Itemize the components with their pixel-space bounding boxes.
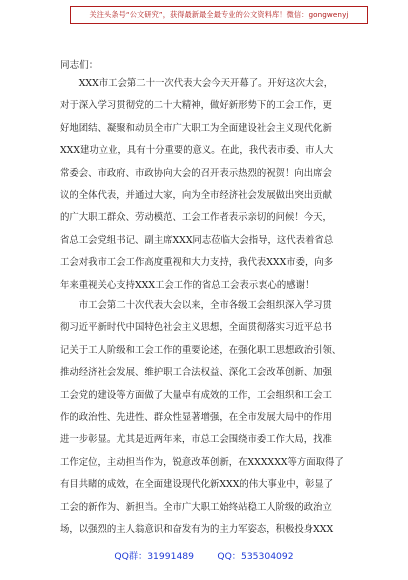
text-line: XXX市工会第二十一次代表大会今天开幕了。开好这次大会，: [60, 78, 334, 89]
text-line: 工作定位，主动担当作为，锐意改革创新，在XXXXXX等方面取得了: [60, 456, 344, 468]
paragraph-2: [60, 299, 356, 545]
promo-banner-text: 关注头条号“公文研究”，获得最新最全最专业的公文资料库！微信：gongwenyj: [89, 10, 349, 19]
text-line: 市工会第二十次代表大会以来，全市各级工会组织深入学习贯: [60, 300, 332, 311]
paragraph-1: [60, 77, 356, 301]
text-line: 工会的新作为、新担当。全市广大职工始终站稳工人阶级的政治立: [60, 501, 332, 513]
text-line: 场，以强烈的主人翁意识和奋发有为的主力军姿态，积极投身XXX: [60, 523, 334, 535]
text-line: 彻习近平新时代中国特色社会主义思想，全面贯彻落实习近平总书: [60, 322, 332, 334]
text-line: 常委会、市政府、市政协向大会的召开表示热烈的祝贺！向出席会: [60, 167, 332, 179]
text-line: 工会对我市工会工作高度重视和大力支持，我代表XXX市委，向多: [60, 257, 334, 269]
text-line: 对于深入学习贯彻党的二十大精神，做好新形势下的工会工作，更: [60, 100, 332, 112]
text-line: 工会党的建设等方面做了大量卓有成效的工作，工会组织和工会工: [60, 389, 332, 401]
text-line: 年来重视关心支持XXX工会工作的省总工会表示衷心的感谢！: [60, 279, 315, 291]
text-line: 记关于工人阶级和工会工作的重要论述，在强化职工思想政治引领、: [60, 344, 342, 356]
text-line: 作的政治性、先进性、群众性显著增强，在全市发展大局中的作用: [60, 411, 332, 423]
text-line: 好地团结、凝聚和动员全市广大职工为全面建设社会主义现代化新: [60, 122, 332, 134]
text-line: 的广大职工群众、劳动模范、工会工作者表示亲切的问候！今天，: [60, 212, 332, 224]
greeting: 同志们：: [60, 60, 99, 71]
text-line: 议的全体代表，并通过大家，向为全市经济社会发展做出突出贡献: [60, 189, 332, 201]
promo-banner: [70, 6, 368, 24]
footer-contact: QQ群：31991489 QQ：535304092: [114, 551, 294, 562]
text-line: 有目共睹的成效，在全面建设现代化新XXX的伟大事业中，彰显了: [60, 479, 334, 491]
text-line: XXX建功立业，具有十分重要的意义。在此，我代表市委、市人大: [60, 145, 334, 157]
text-line: 推动经济社会发展、维护职工合法权益、深化工会改革创新、加强: [60, 367, 332, 379]
text-line: 省总工会党组书记、副主席XXX同志莅临大会指导，这代表着省总: [60, 234, 334, 246]
text-line: 进一步彰显。尤其是近两年来，市总工会围绕市委工作大局，找准: [60, 434, 332, 446]
